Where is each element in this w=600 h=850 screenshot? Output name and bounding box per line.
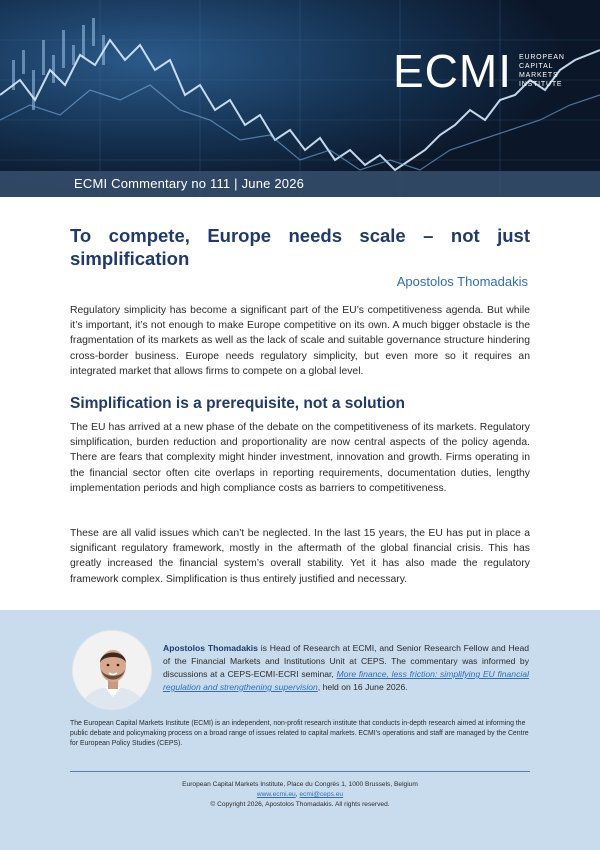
email-link[interactable]: ecmi@ceps.eu <box>299 791 344 798</box>
body-paragraph-2: These are all valid issues which can’t be neglected. In the last 15 years, the EU has put in place a significant regulatory framework, mostly in the aftermath of the global financial crisis. This has greatly increased the financial system’s overall stability. Yet it has also made the regulatory framework complex. Simplification is thus entirely justified and necessary. <box>70 528 530 585</box>
logo-subtitle: EUROPEAN CAPITAL MARKETS INSTITUTE <box>519 54 565 88</box>
body-paragraph-1: The EU has arrived at a new phase of the debate on the competitiveness of its markets. Regulatory simplification, burden reduction and proportionality are now central aspects of the policy agenda. There are fears that complexity might hinder investment, innovation and growth. Firms operating in the financial sector often cite overlaps in reporting requirements, documentation duties, lengthy implementation periods and high compliance costs as barriers to competitiveness. <box>70 422 530 494</box>
author-portrait-icon <box>73 631 152 710</box>
about-ecmi: The European Capital Markets Institute (ECMI) is an independent, non-profit research institute that conducts in-depth research aimed at informing the public debate and policymaking process on a broad range of issues related to capital markets. ECMI’s operations and staff are managed by the Centre for European Policy Studies (CEPS). <box>70 720 529 747</box>
article-title: To compete, Europe needs scale – not just simplification <box>70 225 530 269</box>
article-author: Apostolos Thomadakis <box>396 274 528 289</box>
footer-divider <box>70 771 530 772</box>
section-heading: Simplification is a prerequisite, not a solution <box>70 395 406 412</box>
logo-wordmark: ECMI <box>393 45 512 97</box>
bio-author-name: Apostolos Thomadakis <box>163 643 258 653</box>
footer-copyright: © Copyright 2026, Apostolos Thomadakis. All rights reserved. <box>210 801 390 808</box>
header-banner <box>0 0 600 197</box>
series-label: ECMI Commentary no 111 | June 2026 <box>74 176 305 191</box>
website-link[interactable]: www.ecmi.eu <box>256 791 296 798</box>
footer-address: European Capital Markets Institute, Place du Congrès 1, 1000 Brussels, Belgium <box>182 781 418 788</box>
author-photo <box>72 630 152 710</box>
footer-contacts: www.ecmi.eu, ecmi@ceps.eu <box>256 791 344 798</box>
author-bio: Apostolos Thomadakis is Head of Research at ECMI, and Senior Research Fellow and Head of the Financial Markets and Institutions Unit at CEPS. The commentary was informed by discussions at a CEPS-ECMI-ECRI seminar, More finance, less friction: simplifying EU financial regulation and strengthening supervision, held on 16 June 2026. <box>163 643 530 692</box>
ecmi-logo <box>393 45 565 97</box>
intro-paragraph: Regulatory simplicity has become a significant part of the EU’s competitiveness agenda. But while it’s important, it’s not enough to make Europe competitive on its own. A much bigger obstacle is the fragmentation of its markets as well as the lack of scale and suitable governance structure hindering cross-border business. Europe needs regulatory simplicity, but even more so it requires an integrated market that allows firms to compete on a global level. <box>70 305 530 377</box>
seminar-link[interactable]: More finance, less friction: simplifying EU financial regulation and strengthening supervision <box>163 669 529 692</box>
stock-chart-background <box>0 0 600 197</box>
